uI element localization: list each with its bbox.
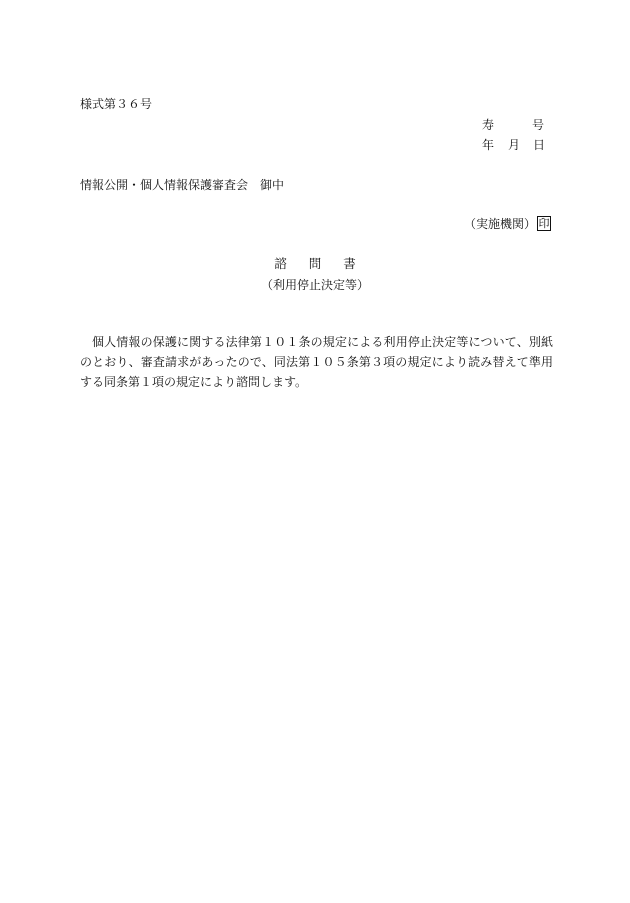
date-day-label: 日 [533, 138, 546, 152]
document-subtitle: （利用停止決定等） [260, 277, 369, 292]
seal-mark: 印 [538, 217, 550, 230]
addressee-name: 情報公開・個人情報保護審査会 [80, 178, 249, 192]
date-year-label: 年 [482, 138, 495, 152]
document-number-suffix: 号 [532, 118, 545, 132]
title-char: 諮 [274, 256, 287, 271]
date-month-label: 月 [508, 138, 521, 152]
issuer-label: （実施機関） [463, 216, 536, 231]
addressee-honorific: 御中 [260, 178, 285, 192]
document-number [482, 119, 544, 131]
addressee [80, 179, 284, 191]
title-block [0, 258, 630, 291]
document-number-prefix: 寿 [482, 118, 495, 132]
title-char: 問 [308, 256, 322, 271]
date-line [482, 139, 545, 151]
form-number: 様式第３６号 [80, 97, 153, 111]
title-char: 書 [343, 256, 356, 271]
issuer [464, 216, 551, 231]
body-paragraph: 個人情報の保護に関する法律第１０１条の規定による利用停止決定等について、別紙のとおり、審査請求があったので、同法第１０５条第３項の規定により読み替えて準用する同条第１項の規定により諮問します。 [80, 335, 553, 389]
document-title [0, 258, 630, 271]
